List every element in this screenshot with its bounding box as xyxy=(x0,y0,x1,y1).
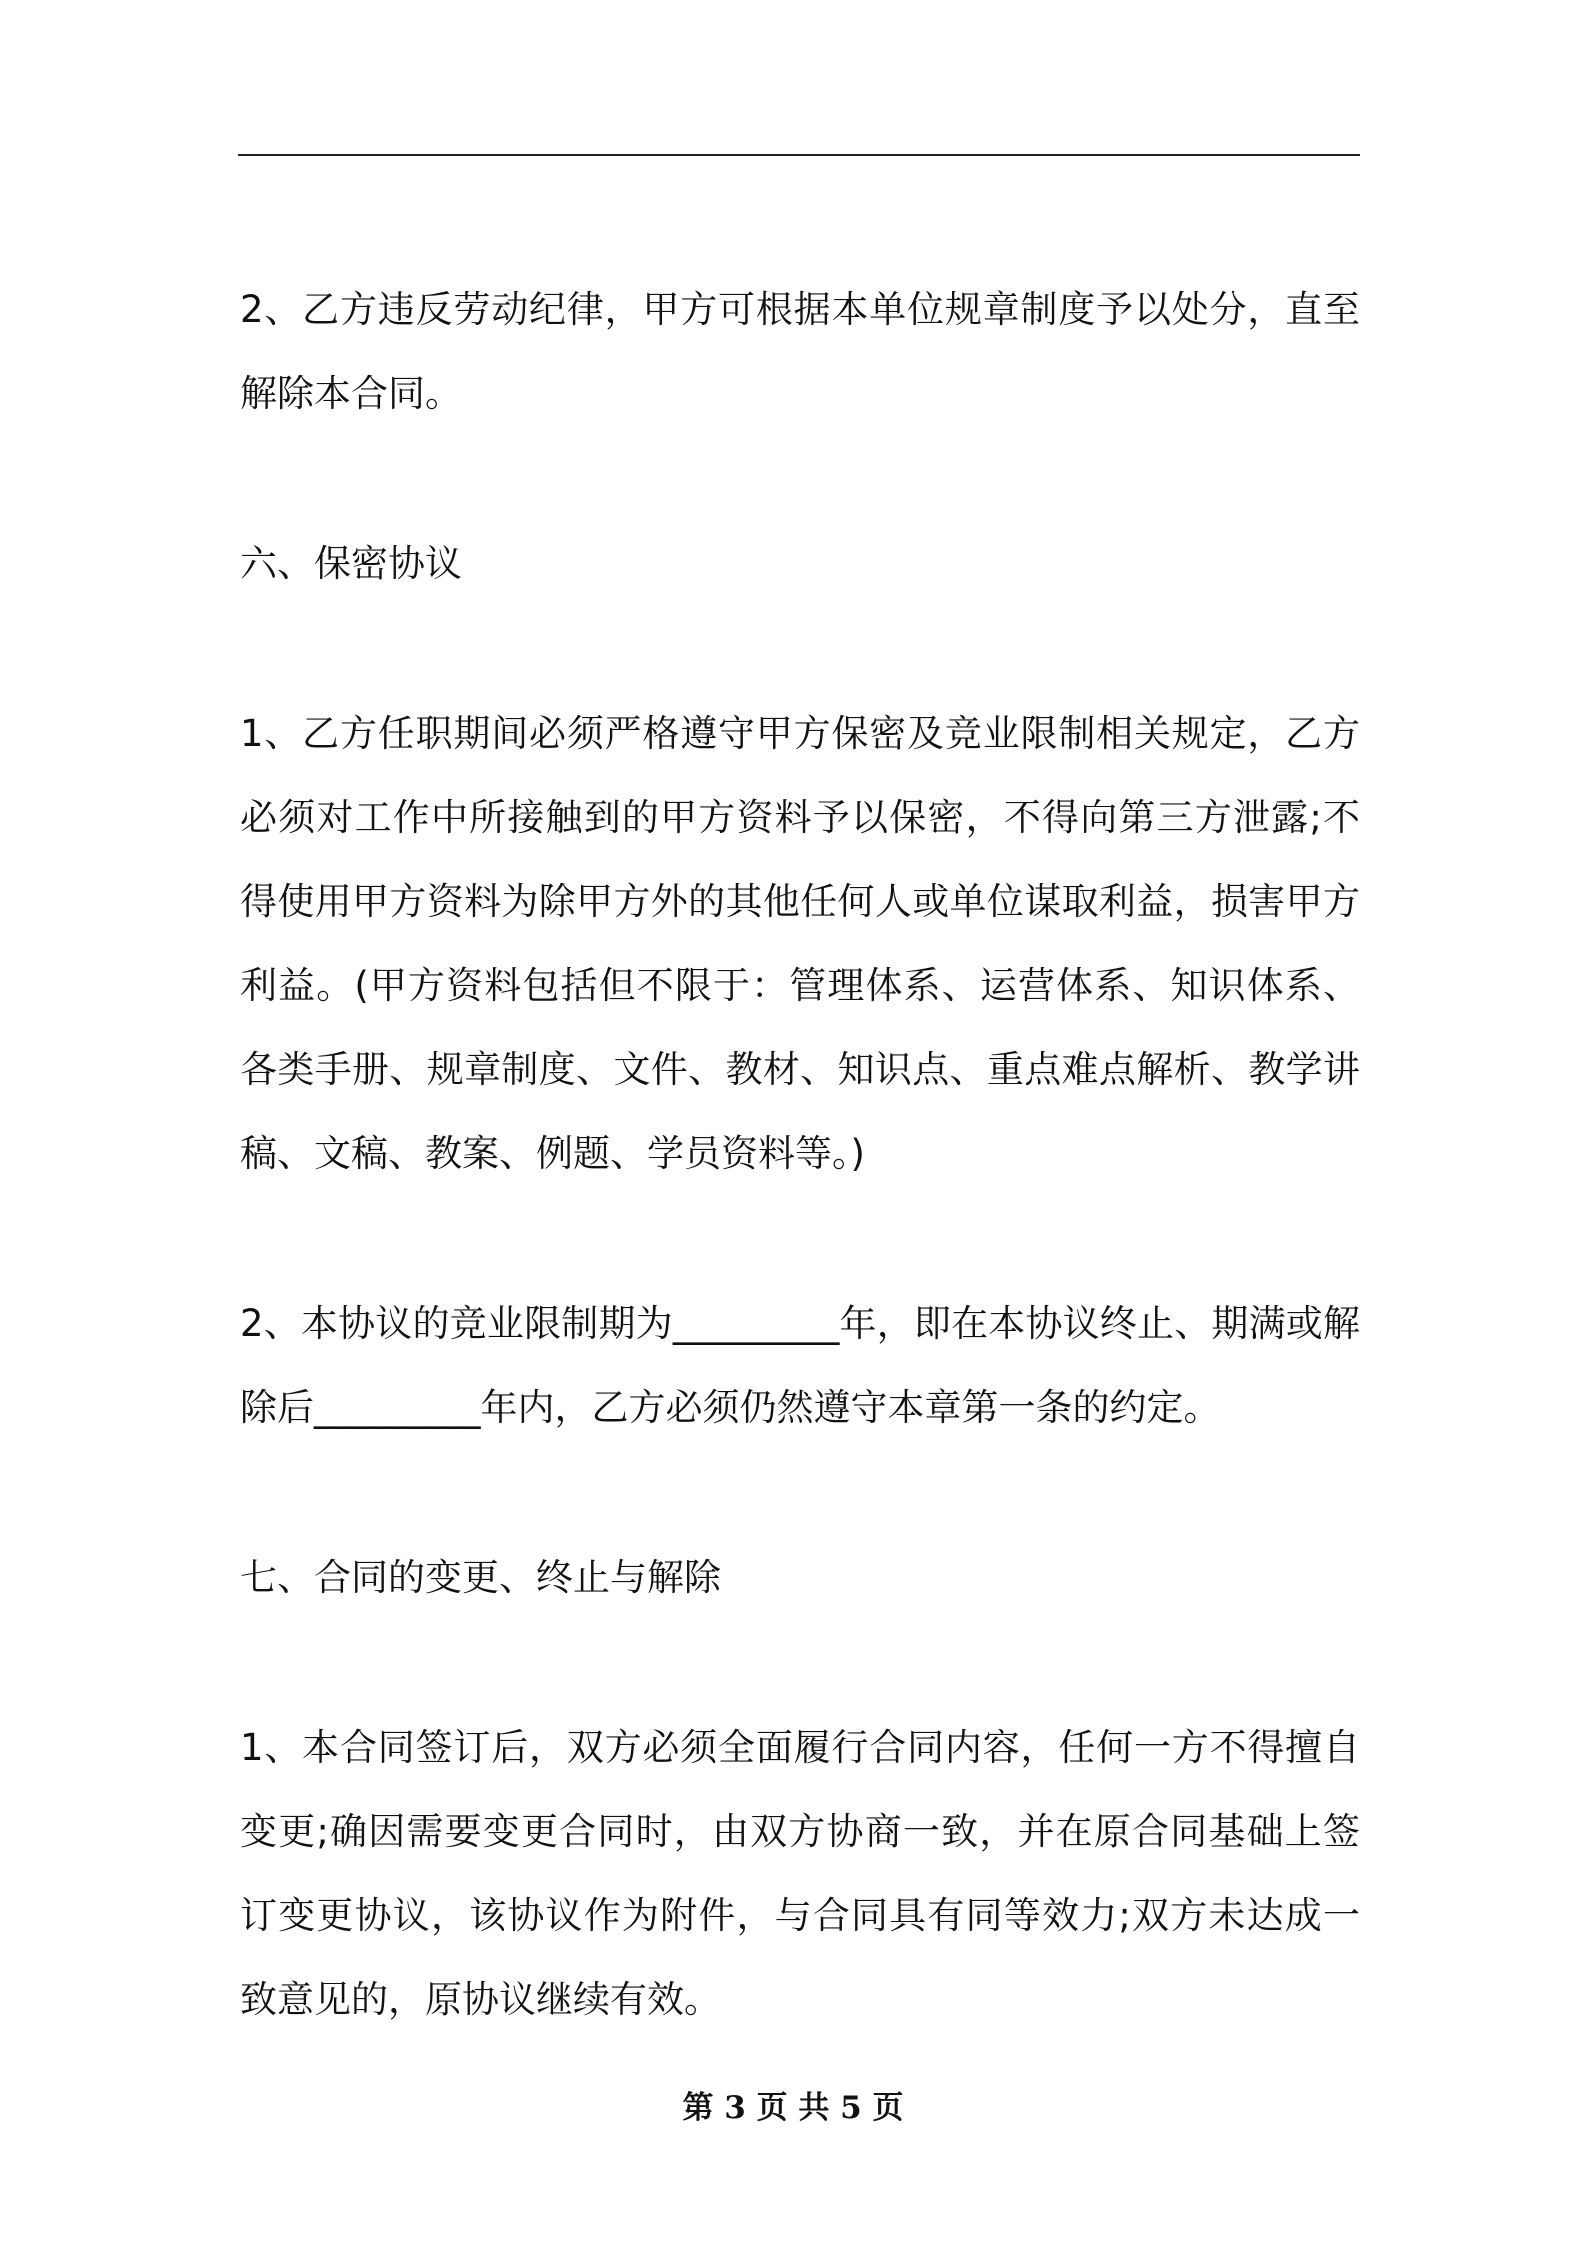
paragraph-non-compete-period: 2、本协议的竞业限制期为_________年，即在本协议终止、期满或解除后_________年内，乙方必须仍然遵守本章第一条的约定。 xyxy=(240,1302,1360,1429)
header-rule xyxy=(238,154,1360,156)
paragraph-contract-modification: 1、本合同签订后，双方必须全面履行合同内容，任何一方不得擅自变更;确因需要变更合同时，由双方协商一致，并在原合同基础上签订变更协议，该协议作为附件，与合同具有同等效力;双方未达成一致意见的，原协议继续有效。 xyxy=(240,1726,1360,2021)
document-body xyxy=(240,268,1360,2042)
section-heading-contract-changes: 七、合同的变更、终止与解除 xyxy=(240,1556,721,1599)
section-heading-confidentiality: 六、保密协议 xyxy=(240,542,462,585)
paragraph-confidentiality-obligation: 1、乙方任职期间必须严格遵守甲方保密及竞业限制相关规定，乙方必须对工作中所接触到的甲方资料予以保密，不得向第三方泄露;不得使用甲方资料为除甲方外的其他任何人或单位谋取利益，损害甲方利益。(甲方资料包括但不限于：管理体系、运营体系、知识体系、各类手册、规章制度、文件、教材、知识点、重点难点解析、教学讲稿、文稿、教案、例题、学员资料等。) xyxy=(240,712,1360,1175)
paragraph-discipline-dismissal: 2、乙方违反劳动纪律，甲方可根据本单位规章制度予以处分，直至解除本合同。 xyxy=(240,288,1360,415)
page-number-footer: 第 3 页 共 5 页 xyxy=(682,2090,904,2126)
